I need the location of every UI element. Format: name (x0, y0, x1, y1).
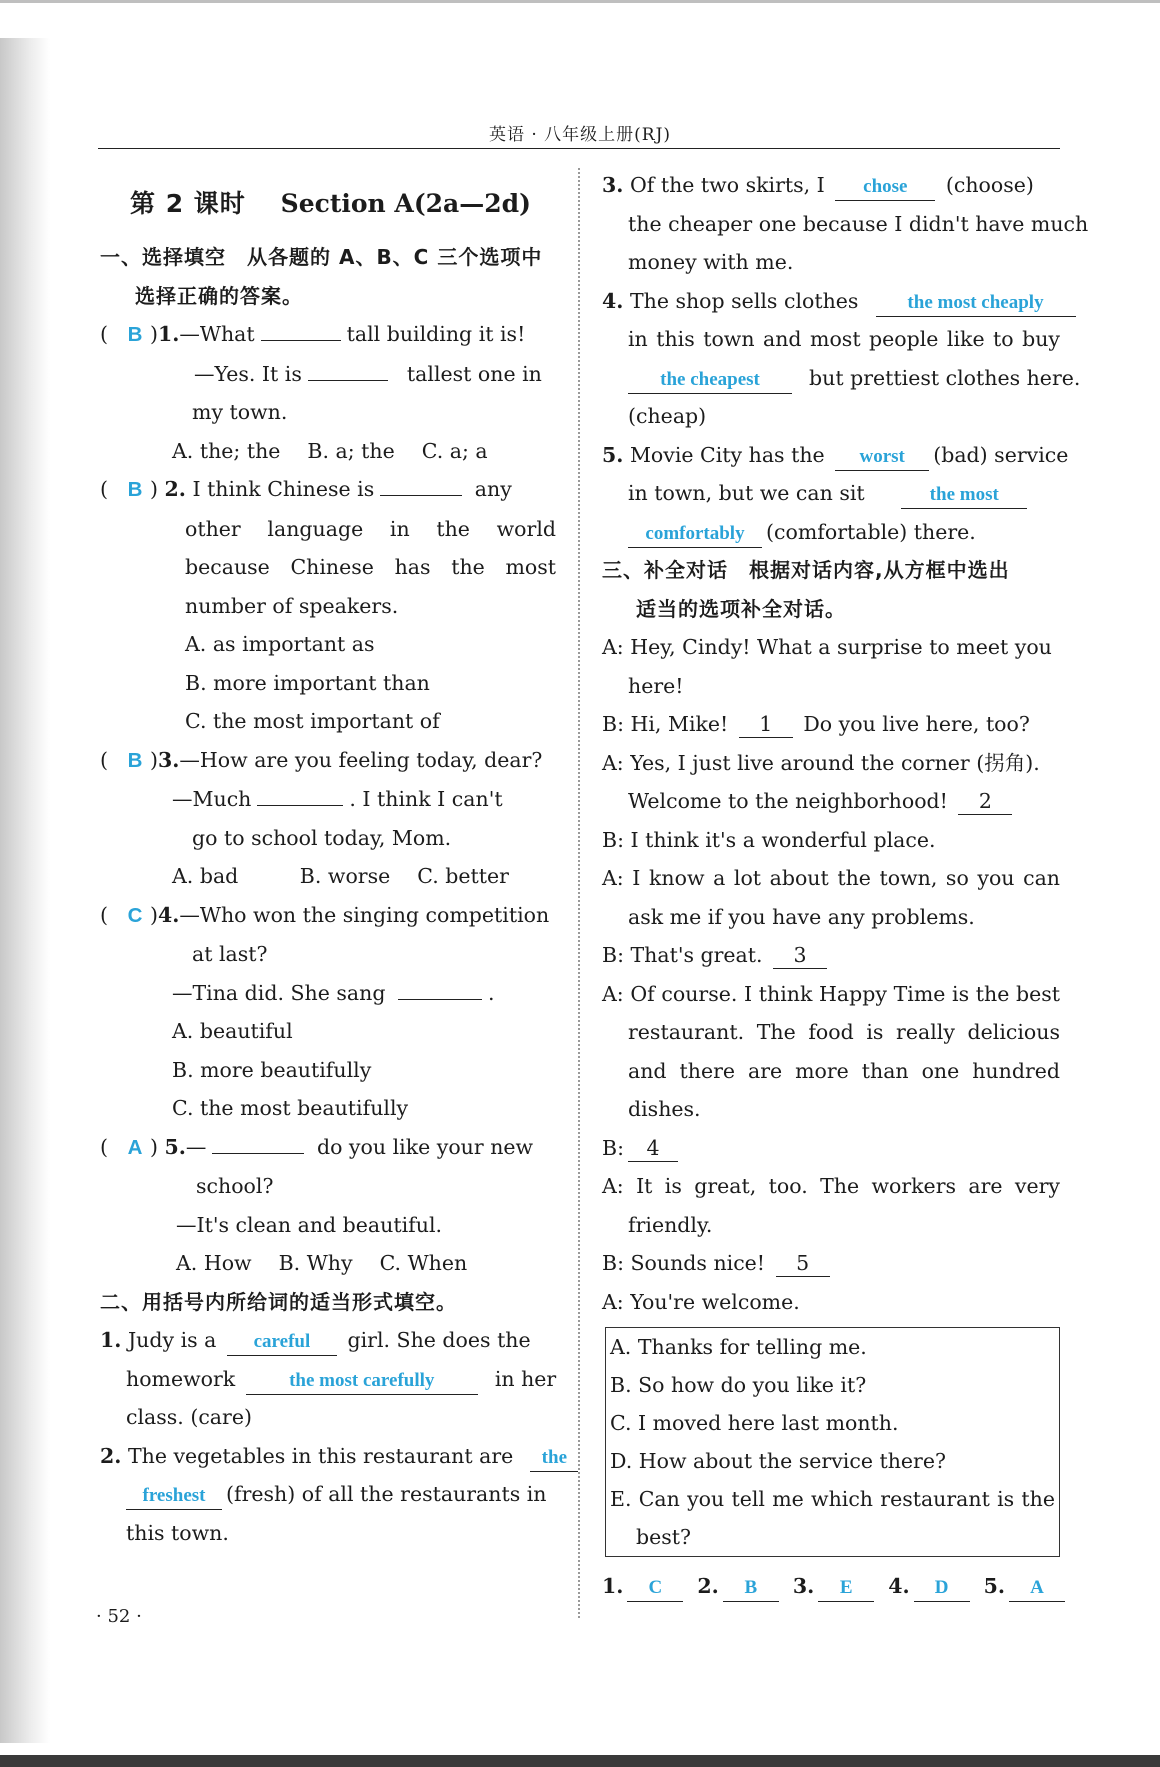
fill-answer: the most (901, 482, 1027, 509)
fill-question-4: 4. The shop sells clothes the most cheaply (602, 282, 1060, 321)
fill-answer: the (530, 1445, 578, 1472)
mc-answer-1: B (127, 323, 143, 346)
dialogue-line: restaurant. The food is really delicious (628, 1020, 1060, 1044)
mc-question-2-option-a: A. as important as (185, 632, 375, 656)
dialogue-answer: E (818, 1575, 874, 1602)
dialogue-answer-item: 1. C (602, 1567, 687, 1606)
answer-blank (380, 473, 462, 496)
option-d: D. How about the service there? (610, 1449, 946, 1473)
mc-question-2-line: because Chinese has the most (185, 555, 556, 579)
column-divider (578, 168, 580, 1618)
mc-question-4: ( C )4.—Who won the singing competition (100, 896, 556, 936)
fill-question-1-line: homework the most carefully in her (100, 1360, 556, 1399)
viewer-bottom-edge (0, 1755, 1160, 1767)
fill-question-2: 2. The vegetables in this restaurant are the (100, 1437, 556, 1476)
right-column (602, 166, 1089, 1606)
dialogue-answer-item: 4. D (888, 1567, 973, 1606)
fill-answer: the most carefully (246, 1368, 478, 1395)
dialogue-line: Welcome to the neighborhood! 2 (602, 782, 1060, 821)
header-rule (98, 148, 1060, 149)
dialogue-blank-1: 1 (739, 711, 793, 738)
dialogue-answer-item: 2. B (697, 1567, 782, 1606)
mc-question-3-line: go to school today, Mom. (192, 825, 452, 850)
mc-question-2-line: other language in the world (185, 516, 556, 541)
dialogue-line: A: It is great, too. The workers are very (602, 1174, 1060, 1198)
part2-title: 二、用括号内所给词的适当形式填空。 (100, 1289, 457, 1314)
mc-answer-4: C (127, 903, 143, 927)
dialogue-line: B: Hi, Mike! 1 Do you live here, too? (602, 712, 1030, 736)
options-box (605, 1327, 1060, 1557)
dialogue-blank-5: 5 (776, 1250, 830, 1277)
mc-question-1-options: A. the; the B. a; the C. a; a (172, 438, 488, 463)
dialogue-answer: D (914, 1575, 970, 1602)
dialogue-line: dishes. (628, 1097, 701, 1121)
mc-question-5: ( A ) 5.— do you like your new (100, 1128, 556, 1168)
dialogue-line: and there are more than one hundred (628, 1058, 1060, 1083)
fill-question-2-line: freshest (fresh) of all the restaurants in (100, 1475, 556, 1514)
answer-blank (212, 1131, 304, 1154)
fill-answer: comfortably (628, 521, 762, 548)
dialogue-line: ask me if you have any problems. (628, 904, 975, 929)
dialogue-line: B: 4 (602, 1129, 1060, 1168)
fill-answer: worst (835, 444, 929, 471)
mc-question-4-option-c: C. the most beautifully (172, 1096, 409, 1120)
fill-question-1: 1. Judy is a careful girl. She does the (100, 1321, 556, 1360)
mc-question-4-line: —Tina did. She sang . (100, 974, 556, 1013)
fill-answer: freshest (126, 1483, 222, 1510)
option-a: A. Thanks for telling me. (610, 1335, 867, 1359)
mc-question-2-line: number of speakers. (185, 593, 399, 618)
fill-question-1-line: class. (care) (126, 1405, 252, 1429)
mc-question-2: ( B ) 2. I think Chinese is any (100, 470, 556, 510)
part3-title: 三、补全对话 根据对话内容,从方框中选出 (602, 558, 1010, 582)
fill-question-5-line: in town, but we can sit the most (602, 474, 1060, 513)
dialogue-line: A: Yes, I just live around the corner (拐角). (602, 750, 1040, 775)
fill-question-3-line: money with me. (628, 250, 794, 274)
mc-question-4-option-a: A. beautiful (172, 1019, 293, 1043)
answer-blank (261, 318, 341, 341)
mc-question-5-line: school? (196, 1174, 274, 1198)
fill-question-4-line: the cheapest but prettiest clothes here. (602, 359, 1060, 398)
dialogue-answer-item: 3. E (793, 1567, 878, 1606)
mc-question-3-line: —Much . I think I can't (100, 780, 556, 819)
mc-answer-3: B (127, 748, 143, 772)
mc-question-3: ( B )3.—How are you feeling today, dear? (100, 741, 556, 781)
lesson-title-cn: 第 2 课时 (130, 189, 246, 218)
viewer-top-edge (0, 0, 1160, 3)
fill-question-3-line: the cheaper one because I didn't have much (628, 211, 1089, 236)
answer-blank (398, 977, 482, 1000)
fill-question-4-line: (cheap) (628, 404, 707, 428)
page-binding-shadow (0, 38, 50, 1743)
dialogue-line: B: That's great. 3 (602, 936, 1060, 975)
mc-question-5-options: A. How B. Why C. When (176, 1251, 468, 1275)
dialogue-line: B: I think it's a wonderful place. (602, 827, 936, 852)
dialogue-blank-4: 4 (628, 1135, 678, 1162)
dialogue-line: friendly. (628, 1212, 713, 1237)
mc-question-1-line: —Yes. It is tallest one in (100, 355, 556, 394)
lesson-title (100, 170, 556, 238)
mc-question-4-option-b: B. more beautifully (172, 1057, 372, 1082)
dialogue-answer: B (723, 1575, 779, 1602)
fill-answer: chose (835, 174, 935, 201)
fill-question-5: 5. Movie City has the worst (bad) service (602, 436, 1060, 475)
dialogue-answer: A (1009, 1575, 1065, 1602)
option-b: B. So how do you like it? (610, 1373, 867, 1397)
fill-answer: the most cheaply (876, 290, 1076, 317)
dialogue-line: A: Hey, Cindy! What a surprise to meet you (602, 635, 1052, 659)
fill-answer: the cheapest (628, 367, 792, 394)
dialogue-line: A: I know a lot about the town, so you can (602, 866, 1060, 890)
answer-blank (257, 783, 343, 806)
dialogue-line: A: You're welcome. (602, 1289, 800, 1314)
running-header: 英语 · 八年级上册(RJ) (488, 125, 672, 145)
page-number: · 52 · (96, 1606, 142, 1627)
part3-title-cont: 适当的选项补全对话。 (636, 596, 846, 621)
mc-answer-5: A (127, 1135, 143, 1159)
mc-question-2-option-b: B. more important than (185, 670, 430, 695)
dialogue-line: B: Sounds nice! 5 (602, 1244, 1060, 1283)
mc-question-5-line: —It's clean and beautiful. (176, 1212, 443, 1237)
lesson-title-en: Section A(2a—2d) (280, 189, 531, 218)
fill-question-4-line: in this town and most people like to buy (628, 327, 1060, 351)
fill-answer: careful (227, 1329, 337, 1356)
mc-question-1: ( B )1.—What tall building it is! (100, 315, 556, 355)
dialogue-line: A: Of course. I think Happy Time is the best (602, 981, 1060, 1006)
fill-question-5-line: comfortably (comfortable) there. (602, 513, 1060, 552)
answer-blank (308, 358, 388, 381)
dialogue-line: here! (628, 673, 684, 698)
dialogue-answers (602, 1567, 1060, 1606)
option-c: C. I moved here last month. (610, 1411, 899, 1435)
dialogue-answer-item: 5. A (984, 1567, 1069, 1606)
mc-question-3-options: A. bad B. worse C. better (172, 864, 509, 888)
left-column (100, 170, 567, 1552)
fill-question-2-line: this town. (126, 1520, 229, 1545)
dialogue-answer: C (627, 1575, 683, 1602)
fill-question-3: 3. Of the two skirts, I chose (choose) (602, 166, 1060, 205)
dialogue-blank-3: 3 (773, 942, 827, 969)
part1-title: 一、选择填空 从各题的 A、B、C 三个选项中 (100, 245, 543, 269)
option-e: E. Can you tell me which restaurant is the (610, 1487, 1055, 1511)
mc-question-1-line: my town. (192, 400, 288, 424)
mc-question-4-line: at last? (192, 942, 268, 966)
mc-answer-2: B (127, 478, 143, 501)
mc-question-2-option-c: C. the most important of (185, 709, 440, 733)
option-e-cont: best? (636, 1525, 692, 1549)
dialogue-blank-2: 2 (958, 788, 1012, 815)
part1-title-cont: 选择正确的答案。 (135, 283, 303, 308)
